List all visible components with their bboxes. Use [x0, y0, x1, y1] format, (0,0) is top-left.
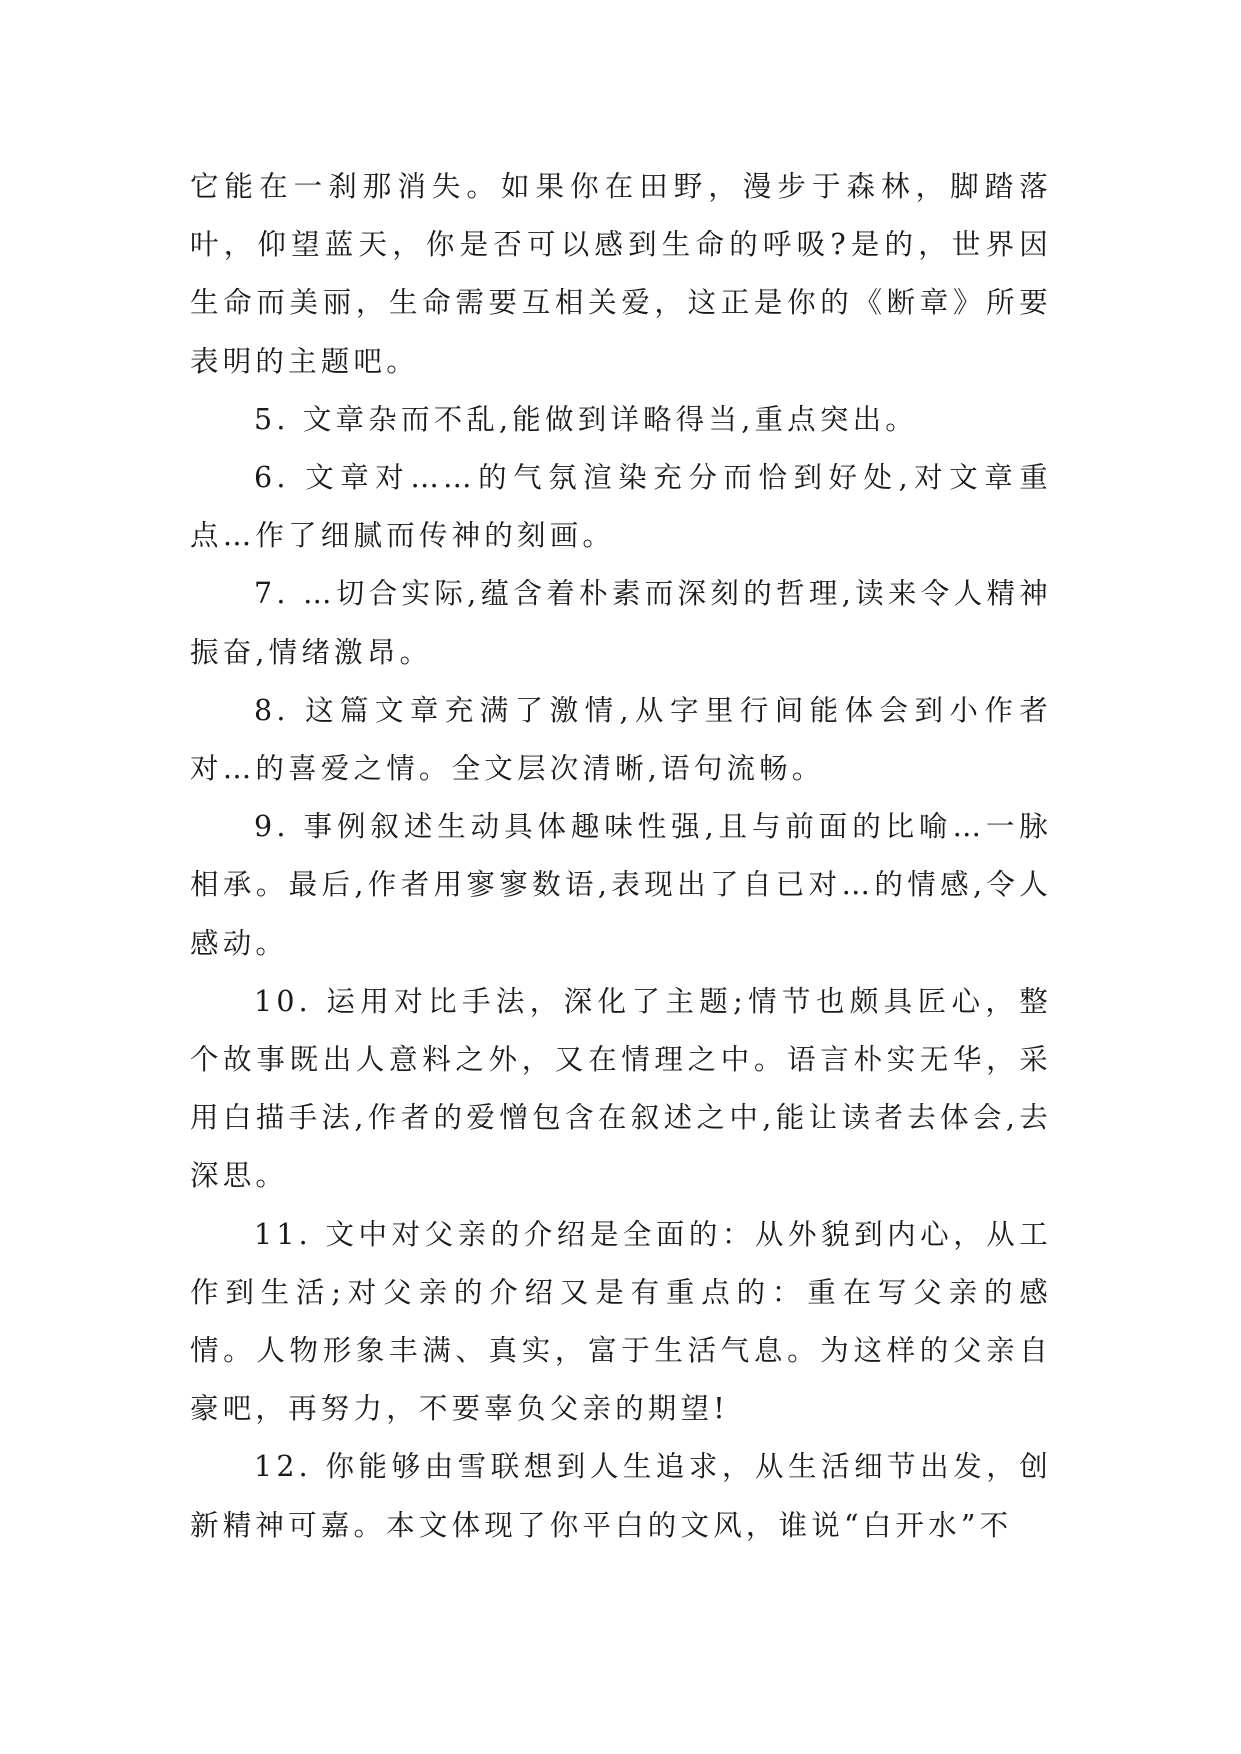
paragraph-item-6: 6. 文章对……的气氛渲染充分而恰到好处,对文章重点…作了细腻而传神的刻画。 [190, 461, 1052, 553]
paragraph-item-9: 9. 事例叙述生动具体趣味性强,且与前面的比喻…一脉相承。最后,作者用寥寥数语,表现出了自已对…的情感,令人感动。 [190, 810, 1052, 960]
paragraph-item-11: 11. 文中对父亲的介绍是全面的：从外貌到内心，从工作到生活;对父亲的介绍又是有重点的：重在写父亲的感情。人物形象丰满、真实，富于生活气息。为这样的父亲自豪吧，再努力，不要辜负父亲的期望! [190, 1217, 1052, 1426]
paragraph-item-10: 10. 运用对比手法，深化了主题;情节也颇具匠心，整个故事既出人意料之外，又在情理之中。语言朴实无华，采用白描手法,作者的爱憎包含在叙述之中,能让读者去体会,去深思。 [190, 984, 1052, 1193]
paragraph-item-5: 5. 文章杂而不乱,能做到详略得当,重点突出。 [254, 402, 918, 436]
paragraph-item-12: 12. 你能够由雪联想到人生追求，从生活细节出发，创新精神可嘉。本文体现了你平白的文风，谁说“白开水”不 [190, 1450, 1052, 1542]
paragraph-item-8: 8. 这篇文章充满了激情,从字里行间能体会到小作者对…的喜爱之情。全文层次清晰,语句流畅。 [190, 693, 1052, 786]
paragraph-item-7: 7. …切合实际,蕴含着朴素而深刻的哲理,读来令人精神振奋,情绪激昂。 [190, 577, 1052, 669]
paragraph-continued: 它能在一刹那消失。如果你在田野，漫步于森林，脚踏落叶，仰望蓝天，你是否可以感到生命的呼吸?是的，世界因生命而美丽，生命需要互相关爱，这正是你的《断章》所要表明的主题吧。 [190, 170, 1052, 378]
document-body [190, 158, 1052, 1555]
